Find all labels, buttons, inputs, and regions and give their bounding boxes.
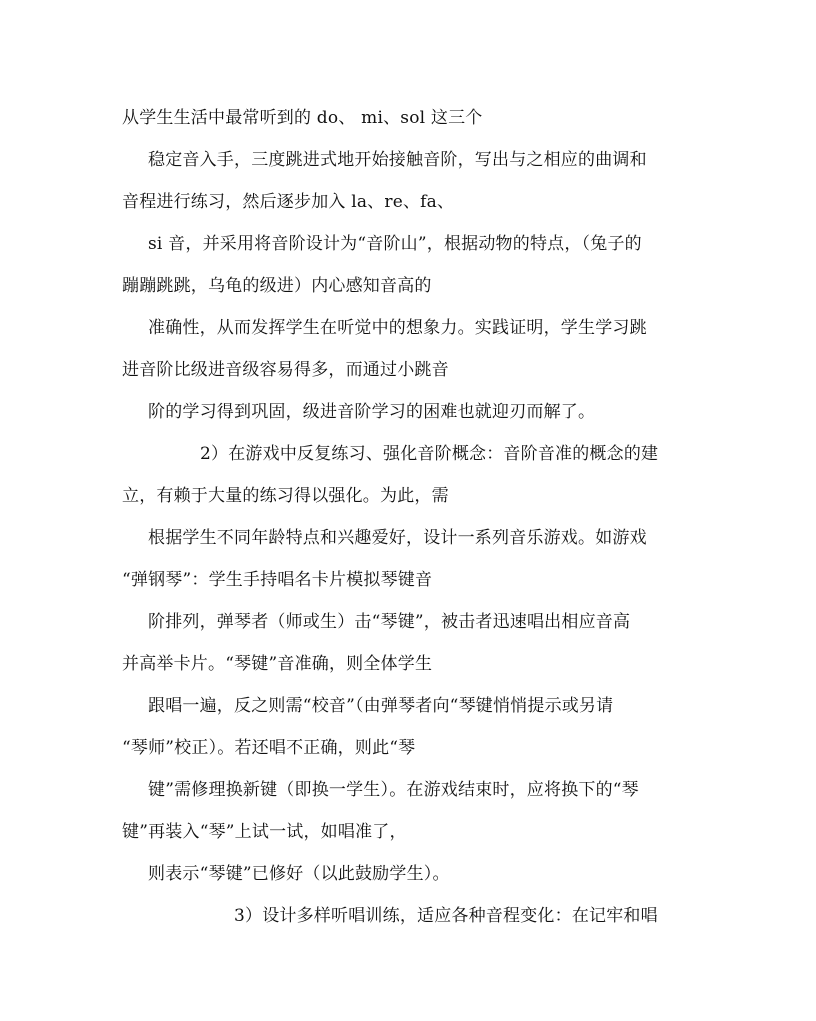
text-line: 音程进行练习，然后逐步加入 la、re、fa、 <box>122 192 455 212</box>
text-line: 3）设计多样听唱训练，适应各种音程变化：在记牢和唱 <box>234 906 658 926</box>
text-line: 稳定音入手，三度跳进式地开始接触音阶，写出与之相应的曲调和 <box>148 150 647 170</box>
text-line: si 音，并采用将音阶设计为“音阶山”，根据动物的特点，（兔子的 <box>148 234 642 254</box>
text-line: 进音阶比级进音级容易得多，而通过小跳音 <box>122 360 449 380</box>
text-line: 根据学生不同年龄特点和兴趣爱好，设计一系列音乐游戏。如游戏 <box>148 528 647 548</box>
text-line: 2）在游戏中反复练习、强化音阶概念：音阶音准的概念的建 <box>200 444 659 464</box>
text-line: 并高举卡片。“琴键”音准确，则全体学生 <box>122 654 433 674</box>
text-line: 蹦蹦跳跳，乌龟的级进）内心感知音高的 <box>122 276 432 296</box>
text-line: 阶排列，弹琴者（师或生）击“琴键”，被击者迅速唱出相应音高 <box>148 612 631 632</box>
text-line: 键”需修理换新键（即换一学生）。在游戏结束时，应将换下的“琴 <box>148 780 639 800</box>
text-line: 准确性，从而发挥学生在听觉中的想象力。实践证明，学生学习跳 <box>148 318 647 338</box>
text-line: 跟唱一遍，反之则需“校音”（由弹琴者向“琴键悄悄提示或另请 <box>148 696 614 716</box>
text-line: 键”再装入“琴”上试一试，如唱准了， <box>122 822 407 842</box>
text-line: 则表示“琴键”已修好（以此鼓励学生）。 <box>148 864 450 884</box>
text-line: “弹钢琴”：学生手持唱名卡片模拟琴键音 <box>122 570 433 590</box>
text-line: 阶的学习得到巩固，级进音阶学习的困难也就迎刃而解了。 <box>148 402 596 422</box>
text-line: 立，有赖于大量的练习得以强化。为此，需 <box>122 486 449 506</box>
text-line: 从学生生活中最常听到的 do、 mi、sol 这三个 <box>122 108 483 128</box>
text-line: “琴师”校正）。若还唱不正确，则此“琴 <box>122 738 416 758</box>
